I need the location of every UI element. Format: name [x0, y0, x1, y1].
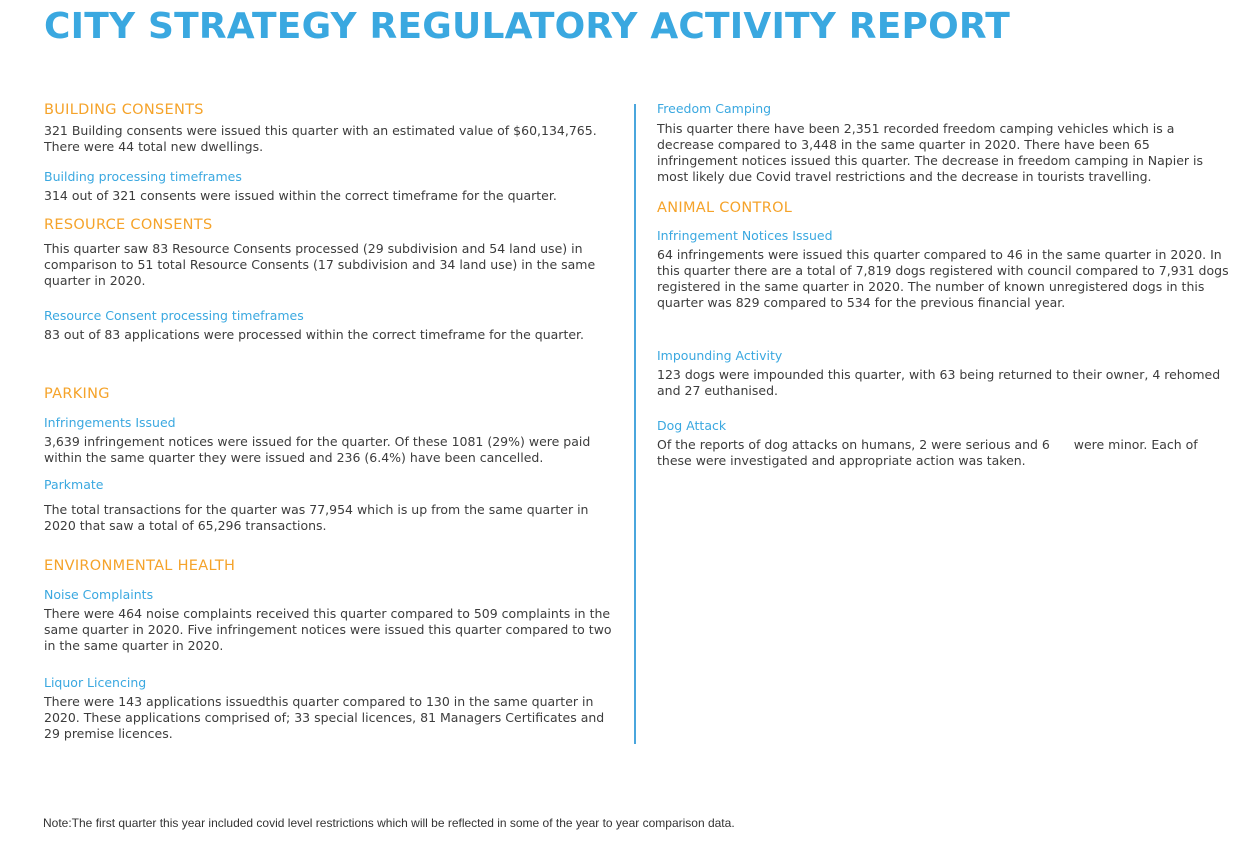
parking-infringements-heading: Infringements Issued — [44, 415, 176, 430]
freedom-camping-heading: Freedom Camping — [657, 101, 772, 116]
parking-section — [44, 384, 619, 466]
parkmate-heading: Parkmate — [44, 477, 104, 492]
footnote: Note:The first quarter this year included covid level restrictions which will be reflected in some of the year to year comparison data. — [43, 816, 735, 830]
building-timeframes-text: 314 out of 321 consents were issued within the correct timeframe for the quarter. — [44, 188, 557, 203]
environmental-health-section — [44, 556, 619, 654]
parking-infringements-text: 3,639 infringement notices were issued for the quarter. Of these 1081 (29%) were paid within the same quarter they were issued and 236 (6.4%) have been cancelled. — [44, 434, 591, 465]
parkmate-section — [44, 476, 619, 534]
building-timeframes-section — [44, 168, 557, 204]
noise-complaints-heading: Noise Complaints — [44, 587, 154, 602]
freedom-camping-section — [657, 100, 1232, 185]
animal-infringements-heading: Infringement Notices Issued — [657, 228, 833, 243]
animal-control-section — [657, 198, 1232, 311]
liquor-licencing-heading: Liquor Licencing — [44, 675, 147, 690]
building-consents-heading: BUILDING CONSENTS — [44, 102, 204, 118]
noise-complaints-text: There were 464 noise complaints received this quarter compared to 509 complaints in the same quarter in 2020. Five infringement notices were issued this quarter compared to two in the same quarter in 2020. — [44, 606, 612, 653]
resource-timeframes-heading: Resource Consent processing timeframes — [44, 308, 304, 323]
dog-attack-text: Of the reports of dog attacks on humans, 2 were serious and 6 were minor. Each of these were investigated and appropriate action was taken. — [657, 437, 1202, 468]
parking-heading: PARKING — [44, 386, 110, 402]
resource-timeframes-text: 83 out of 83 applications were processed within the correct timeframe for the quarter. — [44, 327, 584, 342]
resource-consents-section — [44, 215, 619, 289]
environmental-health-heading: ENVIRONMENTAL HEALTH — [44, 558, 236, 574]
page-title: CITY STRATEGY REGULATORY ACTIVITY REPORT — [44, 6, 1010, 47]
building-timeframes-heading: Building processing timeframes — [44, 169, 242, 184]
resource-consents-text: This quarter saw 83 Resource Consents processed (29 subdivision and 54 land use) in comparison to 51 total Resource Consents (17 subdivision and 34 land use) in the same quarter in 2020. — [44, 241, 596, 288]
building-consents-section — [44, 100, 619, 155]
dog-attack-heading: Dog Attack — [657, 418, 727, 433]
parkmate-text: The total transactions for the quarter was 77,954 which is up from the same quarter in 2020 that saw a total of 65,296 transactions. — [44, 502, 589, 533]
impounding-activity-section — [657, 347, 1232, 399]
liquor-licencing-text: There were 143 applications issuedthis quarter compared to 130 in the same quarter in 2020. These applications comprised of; 33 special licences, 81 Managers Certificates and 29 premise licences. — [44, 694, 605, 741]
animal-infringements-text: 64 infringements were issued this quarter compared to 46 in the same quarter in 2020. In this quarter there are a total of 7,819 dogs registered with council compared to 7,931 dogs registered in the same quarter in 2020. The number of known unregistered dogs in this quarter was 829 compared to 534 for the previous financial year. — [657, 247, 1229, 310]
column-divider — [634, 104, 636, 744]
impounding-activity-heading: Impounding Activity — [657, 348, 783, 363]
freedom-camping-text: This quarter there have been 2,351 recorded freedom camping vehicles which is a decrease compared to 3,448 in the same quarter in 2020. There have been 65 infringement notices issued this quarter. The decrease in freedom camping in Napier is most likely due Covid travel restrictions and the decrease in tourists travelling. — [657, 121, 1203, 184]
dog-attack-section — [657, 417, 1232, 469]
liquor-licencing-section — [44, 674, 619, 742]
building-consents-text: 321 Building consents were issued this quarter with an estimated value of $60,134,765. There were 44 total new dwellings. — [44, 123, 597, 154]
resource-timeframes-section — [44, 307, 584, 343]
animal-control-heading: ANIMAL CONTROL — [657, 200, 793, 216]
impounding-activity-text: 123 dogs were impounded this quarter, with 63 being returned to their owner, 4 rehomed and 27 euthanised. — [657, 367, 1221, 398]
resource-consents-heading: RESOURCE CONSENTS — [44, 217, 213, 233]
